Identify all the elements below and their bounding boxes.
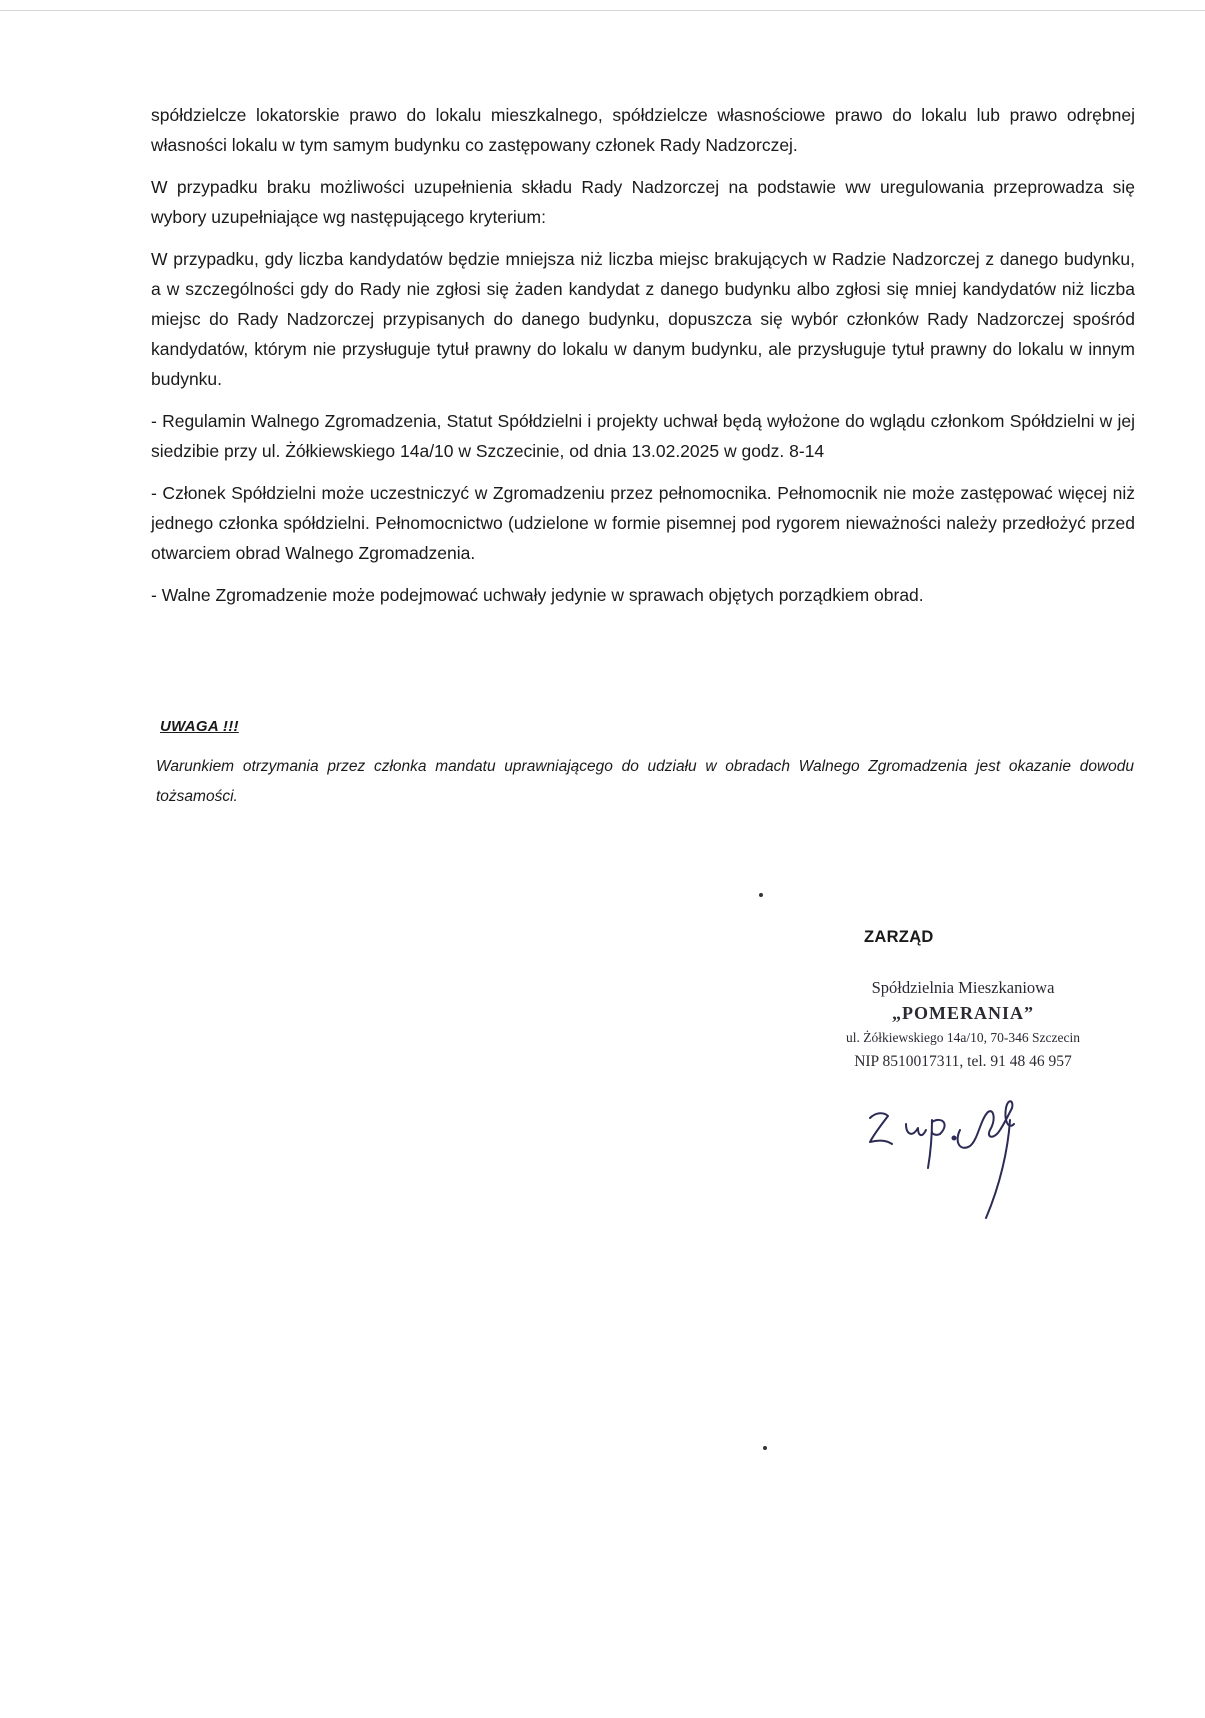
paragraph-supplementary-elections: W przypadku braku możliwości uzupełnienia składu Rady Nadzorczej na podstawie ww uregulowania przeprowadza się wybory uzupełniające wg następującego kryterium: xyxy=(151,177,1135,227)
scan-dot xyxy=(759,893,763,897)
stamp-address-line: ul. Żółkiewskiego 14a/10, 70-346 Szczecin xyxy=(846,1030,1080,1045)
document-body xyxy=(151,100,1135,622)
stamp-nip-phone-line: NIP 8510017311, tel. 91 48 46 957 xyxy=(854,1053,1072,1070)
board-signoff: ZARZĄD xyxy=(864,928,934,946)
scan-dot xyxy=(763,1446,767,1450)
notice-heading: UWAGA !!! xyxy=(160,718,239,735)
paragraph-agenda-resolutions: - Walne Zgromadzenie może podejmować uchwały jedynie w sprawach objętych porządkiem obrad. xyxy=(151,585,924,605)
scan-edge-line xyxy=(0,10,1205,11)
cooperative-stamp xyxy=(818,976,1108,1074)
paragraph-candidate-criterion: W przypadku, gdy liczba kandydatów będzie mniejsza niż liczba miejsc brakujących w Radzie Nadzorczej z danego budynku, a w szczególności gdy do Rady nie zgłosi się żaden kandydat z danego budynku albo zgłosi się mniej kandydatów niż liczba miejsc do Rady Nadzorczej przypisanych do danego budynku, dopuszcza się wybór członków Rady Nadzorczej spośród kandydatów, którym nie przysługuje tytuł prawny do lokalu w danym budynku, ale przysługuje tytuł prawny do lokalu w innym budynku. xyxy=(151,249,1135,389)
paragraph-documents-inspection: - Regulamin Walnego Zgromadzenia, Statut Spółdzielni i projekty uchwał będą wyłożone do wglądu członkom Spółdzielni w jej siedzibie przy ul. Żółkiewskiego 14a/10 w Szczecinie, od dnia 13.02.2025 w godz. 8-14 xyxy=(151,411,1135,461)
paragraph-replacement-rule: spółdzielcze lokatorskie prawo do lokalu mieszkalnego, spółdzielcze własnościowe prawo do lokalu lub prawo odrębnej własności lokalu w tym samym budynku co zastępowany członek Rady Nadzorczej. xyxy=(151,105,1135,155)
stamp-name-line: Spółdzielnia Mieszkaniowa xyxy=(871,978,1055,997)
handwritten-signature xyxy=(862,1090,1042,1220)
stamp-brand-line: „POMERANIA” xyxy=(892,1003,1034,1023)
notice-text: Warunkiem otrzymania przez członka mandatu uprawniającego do udziału w obradach Walnego Zgromadzenia jest okazanie dowodu tożsamości. xyxy=(156,758,1134,805)
paragraph-proxy: - Członek Spółdzielni może uczestniczyć w Zgromadzeniu przez pełnomocnika. Pełnomocnik nie może zastępować więcej niż jednego członka spółdzielni. Pełnomocnictwo (udzielone w formie pisemnej pod rygorem nieważności należy przedłożyć przed otwarciem obrad Walnego Zgromadzenia. xyxy=(151,483,1135,563)
